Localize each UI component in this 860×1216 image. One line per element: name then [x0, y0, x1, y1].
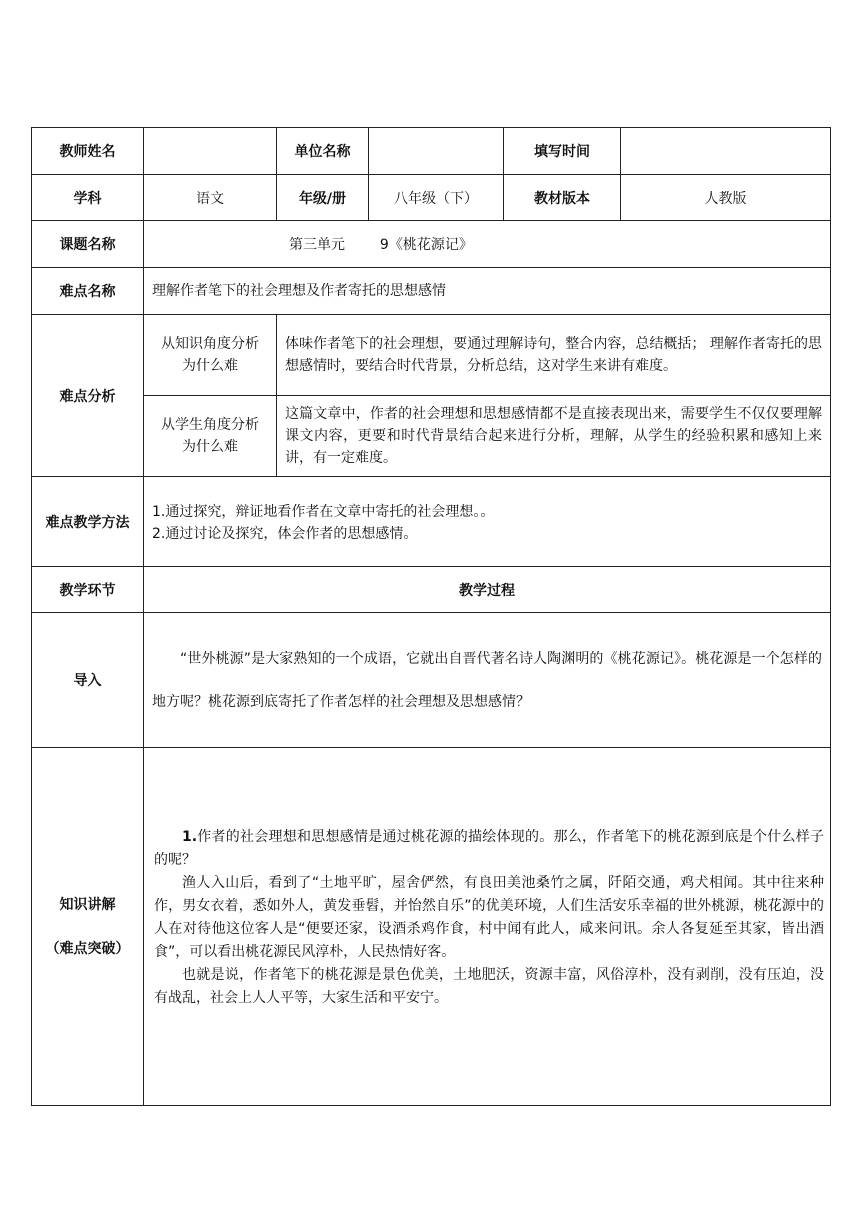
student-angle-line-1: 从学生角度分析: [161, 417, 259, 433]
subject-value: 语文: [144, 175, 277, 221]
row-subject: [32, 175, 831, 221]
row-analysis-student: [32, 396, 831, 477]
topic-unit: 第三单元: [289, 237, 345, 253]
teacher-name-label: 教师姓名: [32, 128, 144, 175]
knowledge-angle-line-1: 从知识角度分析: [161, 336, 259, 352]
edition-value: 人教版: [621, 175, 831, 221]
unit-name-label: 单位名称: [277, 128, 369, 175]
row-topic: [32, 221, 831, 268]
row-difficulty: [32, 268, 831, 315]
knowledge-paragraph: 渔人入山后，看到了“土地平旷，屋舍俨然，有良田美池桑竹之属，阡陌交通，鸡犬相闻。其中往来种作，男女衣着，悉如外人，黄发垂髫，并怡然自乐”的优美环境，人们生活安乐幸福的世外桃源，桃花源中的人在对待他这位客人是“便要还家，设酒杀鸡作食，村中闻有此人，咸来问讯。余人各复延至其家，皆出酒食”，可以看出桃花源民风淳朴，人民热情好客。: [154, 875, 824, 960]
row-basic-info: [32, 128, 831, 175]
row-intro: [32, 613, 831, 748]
student-angle-text: 这篇文章中，作者的社会理想和思想感情都不是直接表现出来，需要学生不仅仅要理解课文内容，更要和时代背景结合起来进行分析，理解，从学生的经验积累和感知上来讲，有一定难度。: [277, 396, 831, 477]
intro-text: “世外桃源”是大家熟知的一个成语，它就出自晋代著名诗人陶渊明的《桃花源记》。桃花源是一个怎样的地方呢？桃花源到底寄托了作者怎样的社会理想及思想感情？: [152, 651, 822, 710]
method-item: 1.通过探究，辩证地看作者在文章中寄托的社会理想。。: [152, 504, 495, 520]
knowledge-label: [32, 748, 144, 1106]
fill-date-value: [621, 128, 831, 175]
topic-title: 9《桃花源记》: [379, 237, 473, 253]
method-item: 2.通过讨论及探究，体会作者的思想感情。: [152, 526, 418, 542]
analysis-label: 难点分析: [32, 315, 144, 477]
knowledge-paragraph: 也就是说，作者笔下的桃花源是景色优美，土地肥沃，资源丰富，风俗淳朴，没有剥削，没有压迫，没有战乱，社会上人人平等，大家生活和平安宁。: [154, 967, 824, 1006]
student-angle-label: [144, 396, 277, 477]
knowledge-paragraph: [154, 826, 824, 872]
knowledge-angle-line-2: 为什么难: [182, 358, 238, 374]
method-list: [144, 477, 831, 567]
intro-label: 导入: [32, 613, 144, 748]
knowledge-label-line-1: 知识讲解: [59, 896, 116, 913]
unit-name-value: [369, 128, 504, 175]
process-label: 教学过程: [144, 567, 831, 613]
student-angle-line-2: 为什么难: [182, 439, 238, 455]
subject-label: 学科: [32, 175, 144, 221]
knowledge-paragraph-number: 1.: [182, 829, 198, 845]
grade-label: 年级/册: [277, 175, 369, 221]
method-label: 难点教学方法: [32, 477, 144, 567]
fill-date-label: 填写时间: [504, 128, 621, 175]
stage-label: 教学环节: [32, 567, 144, 613]
row-method: [32, 477, 831, 567]
knowledge-angle-text: 体味作者笔下的社会理想，要通过理解诗句，整合内容，总结概括； 理解作者寄托的思想感情时，要结合时代背景，分析总结，这对学生来讲有难度。: [277, 315, 831, 396]
teacher-name-value: [144, 128, 277, 175]
topic-label: 课题名称: [32, 221, 144, 268]
knowledge-paragraph-text: 作者的社会理想和思想感情是通过桃花源的描绘体现的。那么，作者笔下的桃花源到底是个什么样子的呢？: [154, 829, 824, 868]
lesson-plan-table: [31, 127, 831, 1106]
difficulty-label: 难点名称: [32, 268, 144, 315]
grade-value: 八年级（下）: [369, 175, 504, 221]
edition-label: 教材版本: [504, 175, 621, 221]
knowledge-angle-label: [144, 315, 277, 396]
row-knowledge: [32, 748, 831, 1106]
row-analysis-knowledge: [32, 315, 831, 396]
knowledge-label-line-2: （难点突破）: [45, 940, 130, 957]
knowledge-content: [144, 748, 831, 1106]
intro-content: [144, 613, 831, 748]
row-process-header: [32, 567, 831, 613]
difficulty-value: 理解作者笔下的社会理想及作者寄托的思想感情: [144, 268, 831, 315]
topic-value: [144, 221, 831, 268]
